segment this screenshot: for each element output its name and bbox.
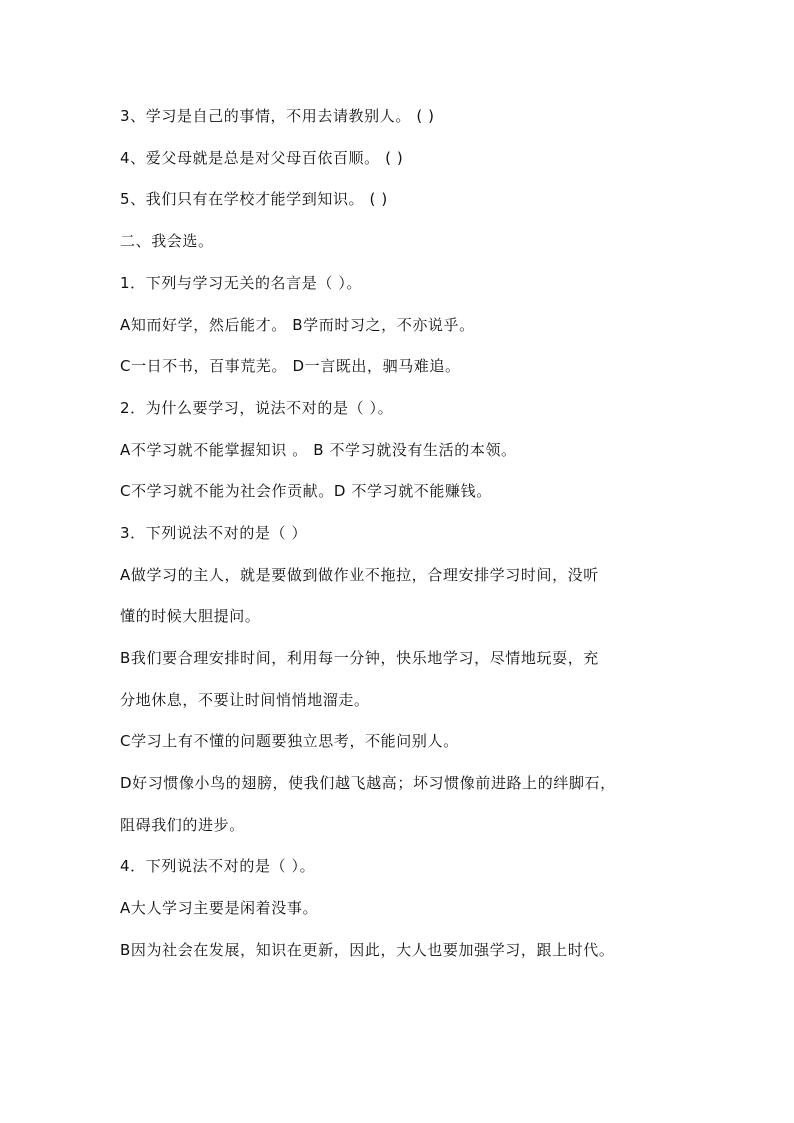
question-3-option-b-line1: B我们要合理安排时间，利用每一分钟，快乐地学习，尽情地玩耍，充 [120,649,599,667]
question-4-option-a: A大人学习主要是闲着没事。 [120,899,319,917]
judge-item-4: 4、爱父母就是总是对父母百依百顺。 ( ) [120,149,404,167]
question-3-option-b-line2: 分地休息，不要让时间悄悄地溜走。 [120,691,370,709]
question-1-options-ab: A知而好学，然后能才。 B学而时习之，不亦说乎。 [120,316,475,334]
question-3-option-d-line2: 阻碍我们的进步。 [120,816,245,834]
question-1-stem: 1．下列与学习无关的名言是（ ）。 [120,274,363,292]
section-title: 二、我会选。 [120,232,214,250]
question-2-options-ab: A不学习就不能掌握知识 。 B 不学习就没有生活的本领。 [120,441,517,459]
judge-item-5: 5、我们只有在学校才能学到知识。 ( ) [120,190,388,208]
question-2-stem: 2．为什么要学习，说法不对的是（ ）。 [120,399,394,417]
question-3-option-a-line2: 懂的时候大胆提问。 [120,607,261,625]
question-1-options-cd: C一日不书，百事荒芜。 D一言既出，驷马难追。 [120,357,461,375]
question-3-option-a-line1: A做学习的主人，就是要做到做作业不拖拉，合理安排学习时间，没听 [120,566,599,584]
judge-item-3: 3、学习是自己的事情，不用去请教别人。 ( ) [120,107,435,125]
question-4-stem: 4．下列说法不对的是（ ）。 [120,857,316,875]
question-3-option-d-line1: D好习惯像小鸟的翅膀，使我们越飞越高；坏习惯像前进路上的绊脚石， [120,774,616,792]
question-3-stem: 3．下列说法不对的是（ ） [120,524,308,542]
question-4-option-b: B因为社会在发展，知识在更新，因此，大人也要加强学习，跟上时代。 [120,941,615,959]
question-2-options-cd: C不学习就不能为社会作贡献。D 不学习就不能赚钱。 [120,482,492,500]
question-3-option-c: C学习上有不懂的问题要独立思考，不能问别人。 [120,732,459,750]
